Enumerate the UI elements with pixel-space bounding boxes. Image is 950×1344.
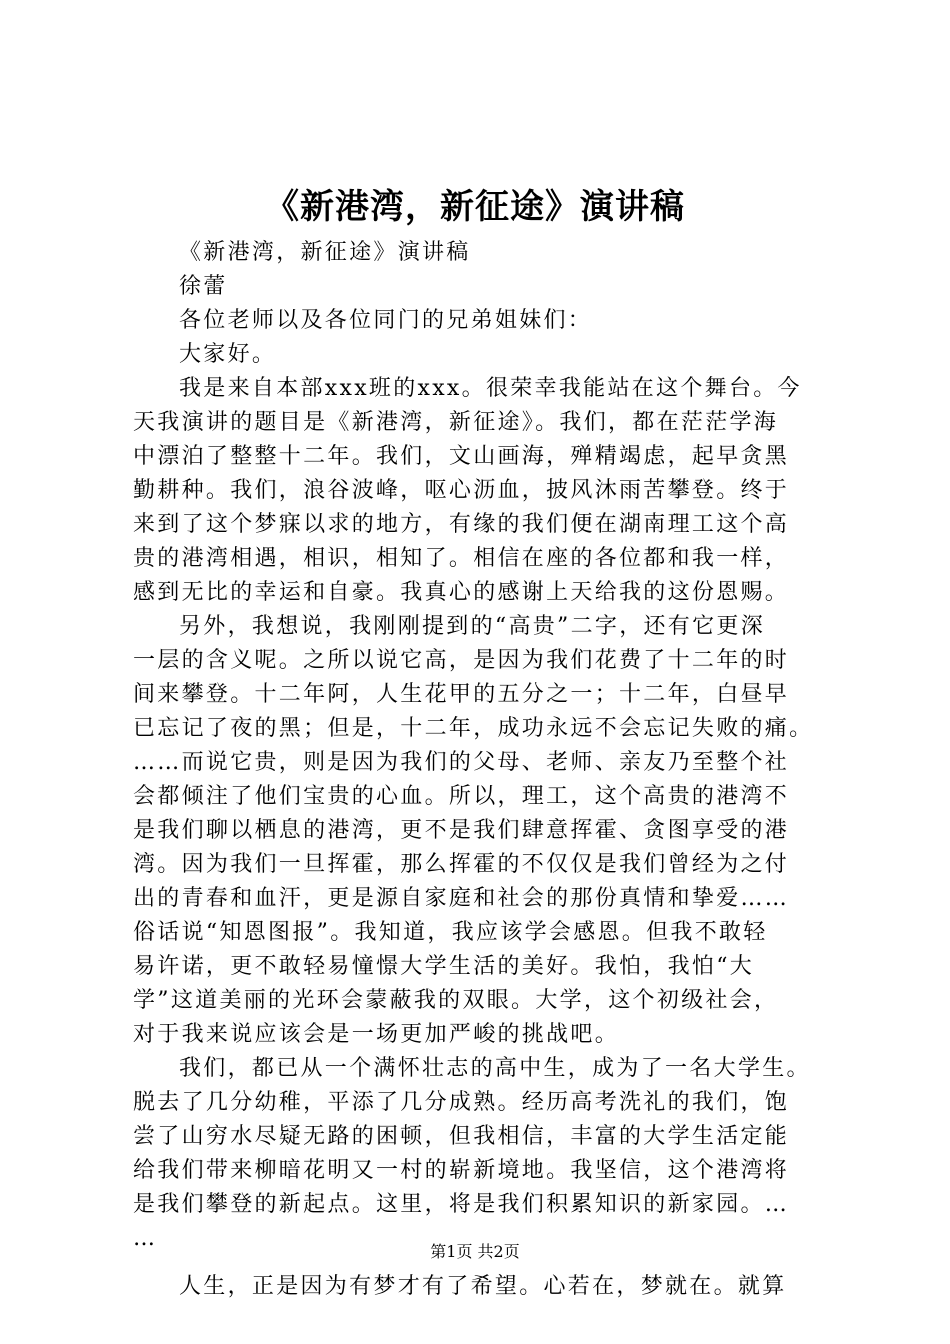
text-line: 会都倾注了他们宝贵的心血。所以，理工，这个高贵的港湾不 [133, 784, 790, 809]
text-line: 中漂泊了整整十二年。我们，文山画海，殚精竭虑，起早贪黑 [133, 444, 790, 469]
text-line: 易许诺，更不敢轻易憧憬大学生活的美好。我怕，我怕“大 [133, 954, 755, 979]
text-line-greeting: 大家好。 [179, 342, 277, 367]
text-line: 贵的港湾相遇，相识，相知了。相信在座的各位都和我一样， [133, 546, 790, 571]
text-line: 学”这道美丽的光环会蒙蔽我的双眼。大学，这个初级社会， [133, 988, 779, 1013]
text-line: 出的青春和血汗，更是源自家庭和社会的那份真情和挚爱…… [133, 886, 790, 911]
text-line-subtitle: 《新港湾，新征途》演讲稿 [179, 240, 471, 265]
text-line: 对于我来说应该会是一场更加严峻的挑战吧。 [133, 1022, 620, 1047]
text-line: 人生，正是因为有梦才有了希望。心若在，梦就在。就算 [179, 1274, 787, 1299]
text-line: 是我们聊以栖息的港湾，更不是我们肆意挥霍、贪图享受的港 [133, 818, 790, 843]
text-line: 脱去了几分幼稚，平添了几分成熟。经历高考洗礼的我们，饱 [133, 1090, 790, 1115]
text-line-author: 徐蕾 [179, 274, 228, 299]
text-line: 勤耕种。我们，浪谷波峰，呕心沥血，披风沐雨苦攀登。终于 [133, 478, 790, 503]
text-line: 湾。因为我们一旦挥霍，那么挥霍的不仅仅是我们曾经为之付 [133, 852, 790, 877]
text-line-salutation: 各位老师以及各位同门的兄弟姐妹们： [179, 308, 593, 333]
text-line: 间来攀登。十二年阿，人生花甲的五分之一；十二年，白昼早 [133, 682, 790, 707]
document-title: 《新港湾，新征途》演讲稿 [265, 187, 685, 227]
text-line: 另外，我想说，我刚刚提到的“高贵”二字，还有它更深 [179, 614, 765, 639]
document-body [133, 236, 839, 1304]
text-line: 我是来自本部xxx班的xxx。很荣幸我能站在这个舞台。今 [179, 376, 802, 401]
text-line: 是我们攀登的新起点。这里，将是我们积累知识的新家园。… [133, 1192, 790, 1217]
text-line: 来到了这个梦寐以求的地方，有缘的我们便在湖南理工这个高 [133, 512, 790, 537]
text-line: 已忘记了夜的黑；但是，十二年，成功永远不会忘记失败的痛。 [133, 716, 814, 741]
page-footer: 第1页 共2页 [430, 1242, 520, 1261]
text-line: 感到无比的幸运和自豪。我真心的感谢上天给我的这份恩赐。 [133, 580, 790, 605]
text-line: ……而说它贵，则是因为我们的父母、老师、亲友乃至整个社 [133, 750, 790, 775]
text-line: 一层的含义呢。之所以说它高，是因为我们花费了十二年的时 [133, 648, 790, 673]
text-line: … [133, 1226, 158, 1251]
text-line: 我们，都已从一个满怀壮志的高中生，成为了一名大学生。 [179, 1056, 811, 1081]
text-line: 俗话说“知恩图报”。我知道，我应该学会感恩。但我不敢轻 [133, 920, 768, 945]
text-line: 尝了山穷水尽疑无路的困顿，但我相信，丰富的大学生活定能 [133, 1124, 790, 1149]
text-line: 给我们带来柳暗花明又一村的崭新境地。我坚信，这个港湾将 [133, 1158, 790, 1183]
text-line: 天我演讲的题目是《新港湾，新征途》。我们，都在茫茫学海 [133, 410, 779, 435]
